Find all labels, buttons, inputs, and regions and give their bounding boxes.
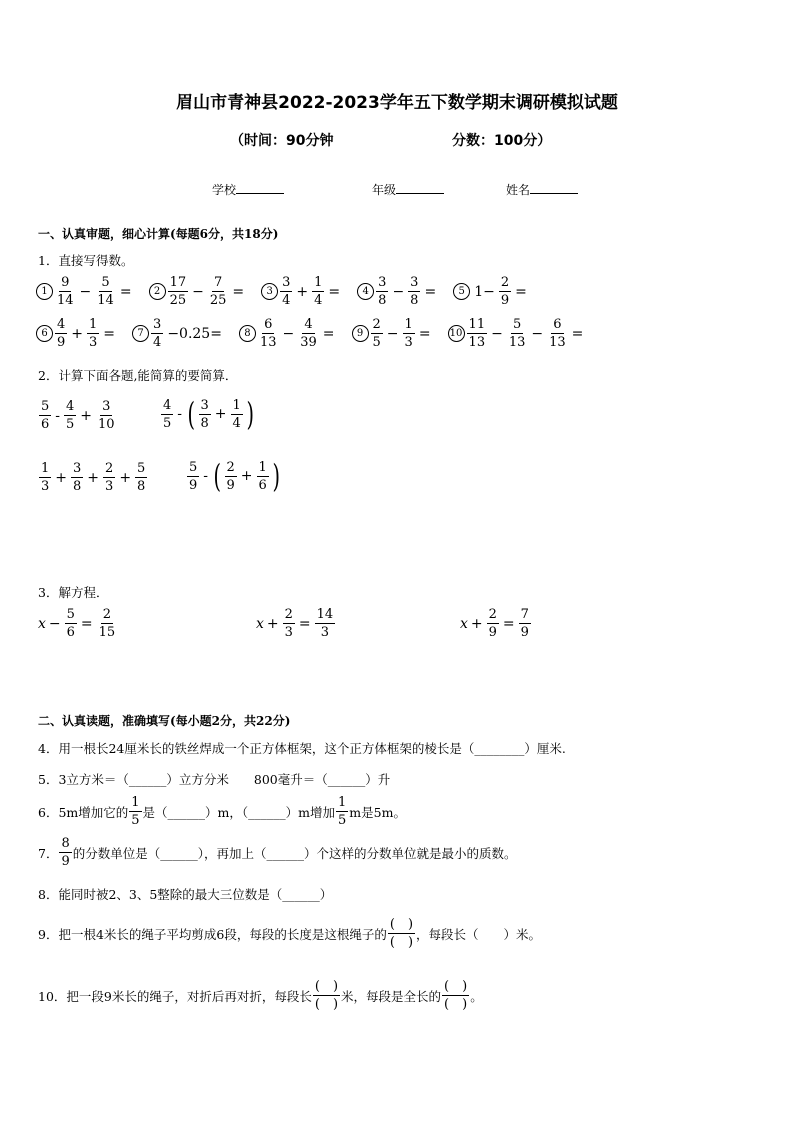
q1-prompt: 1．直接写得数。	[38, 253, 134, 268]
q1-item-2: 2 $\frac{17}{25}$ − $\frac{7}{25}$ =	[149, 276, 248, 307]
q6-text: 6．5m增加它的 $\frac{1}{5}$ 是（______）m，（______）m增加 $\frac{1}{5}$ m是5m。	[38, 795, 406, 828]
q1-item-10: 10 $\frac{11}{13}$ − $\frac{5}{13}$ − $\frac{6}{13}$ =	[448, 318, 587, 349]
q10-text: 10．把一段9米长的绳子，对折后再对折，每段长 $\frac{( )}{( )}$ 米，每段是全长的 $\frac{( )}{( )}$ 。	[38, 979, 483, 1012]
q1-item-7: 7 $\frac{3}{4}$ −0.25=	[132, 318, 225, 349]
school-field[interactable]: 学校	[212, 181, 284, 198]
q3-equation-1: x − $\frac{5}{6}$ = $\frac{2}{15}$	[38, 607, 116, 640]
circled-number: 8	[239, 325, 256, 342]
circled-number: 7	[132, 325, 149, 342]
q1-item-6: 6 $\frac{4}{9}$ + $\frac{1}{3}$ =	[36, 318, 118, 349]
q1-item-8: 8 $\frac{6}{13}$ − $\frac{4}{39}$ =	[239, 318, 338, 349]
page-title: 眉山市青神县2022-2023学年五下数学期末调研模拟试题	[176, 93, 618, 113]
circled-number: 6	[36, 325, 53, 342]
q4-text: 4．用一根长24厘米长的铁丝焊成一个正方体框架，这个正方体框架的棱长是（________）厘米.	[38, 741, 566, 756]
q2-prompt: 2．计算下面各题,能简算的要简算．	[38, 368, 238, 383]
q9-blank-fraction[interactable]: $\frac{( )}{( )}$	[389, 917, 414, 950]
q7-text: 7． $\frac{8}{9}$ 的分数单位是（______），再加上（______）个这样的分数单位就是最小的质数。	[38, 836, 517, 869]
grade-field[interactable]: 年级	[372, 181, 444, 198]
circled-number: 1	[36, 283, 53, 300]
q1-item-1: 1 $\frac{9}{14}$ − $\frac{5}{14}$ =	[36, 276, 135, 307]
q10-blank-fraction-2[interactable]: $\frac{( )}{( )}$	[444, 979, 468, 1012]
q10-blank-fraction-1[interactable]: $\frac{( )}{( )}$	[314, 979, 339, 1012]
q1-item-5: 5 1− $\frac{2}{9}$ =	[453, 276, 530, 307]
q8-text: 8．能同时被2、3、5整除的最大三位数是（______）	[38, 887, 333, 902]
q1-item-4: 4 $\frac{3}{8}$ − $\frac{3}{8}$ =	[357, 276, 439, 307]
section-2-heading: 二、认真读题，准确填写(每小题2分，共22分)	[38, 714, 291, 728]
name-field[interactable]: 姓名	[506, 181, 578, 198]
q3-equation-2: x + $\frac{2}{3}$ = $\frac{14}{3}$	[256, 607, 334, 640]
q2-expr-4: $\frac{5}{9}$ - ( $\frac{2}{9}$ + $\frac{1}{6}$ )	[189, 457, 280, 495]
q5-text: 5．3立方米＝（______）立方分米 800毫升＝（______）升	[38, 772, 391, 787]
q2-expr-2: $\frac{4}{5}$ - ( $\frac{3}{8}$ + $\frac{1}{4}$ )	[163, 395, 254, 433]
circled-number: 9	[352, 325, 369, 342]
q3-equation-3: x + $\frac{2}{9}$ = $\frac{7}{9}$	[460, 607, 529, 640]
circled-number: 4	[357, 283, 374, 300]
q2-expr-1: $\frac{5}{6}$ - $\frac{4}{5}$ + $\frac{3}{10}$	[41, 399, 115, 432]
q1-item-9: 9 $\frac{2}{5}$ − $\frac{1}{3}$ =	[352, 318, 434, 349]
circled-number: 2	[149, 283, 166, 300]
q2-expr-3: $\frac{1}{3}$ + $\frac{3}{8}$ + $\frac{2}{3}$ + $\frac{5}{8}$	[41, 461, 146, 494]
q1-row-1	[36, 276, 530, 307]
q3-prompt: 3．解方程．	[38, 585, 109, 600]
score-label: 分数：100分）	[452, 133, 552, 149]
circled-number: 10	[448, 325, 465, 342]
time-label: （时间：90分钟	[230, 133, 334, 149]
circled-number: 5	[453, 283, 470, 300]
q1-row-2	[36, 318, 586, 349]
circled-number: 3	[261, 283, 278, 300]
q9-text: 9．把一根4米长的绳子平均剪成6段，每段的长度是这根绳子的 $\frac{( )}{( )}$ ，每段长（ ）米。	[38, 917, 542, 950]
q1-item-3: 3 $\frac{3}{4}$ + $\frac{1}{4}$ =	[261, 276, 343, 307]
section-1-heading: 一、认真审题，细心计算(每题6分，共18分)	[38, 227, 279, 241]
